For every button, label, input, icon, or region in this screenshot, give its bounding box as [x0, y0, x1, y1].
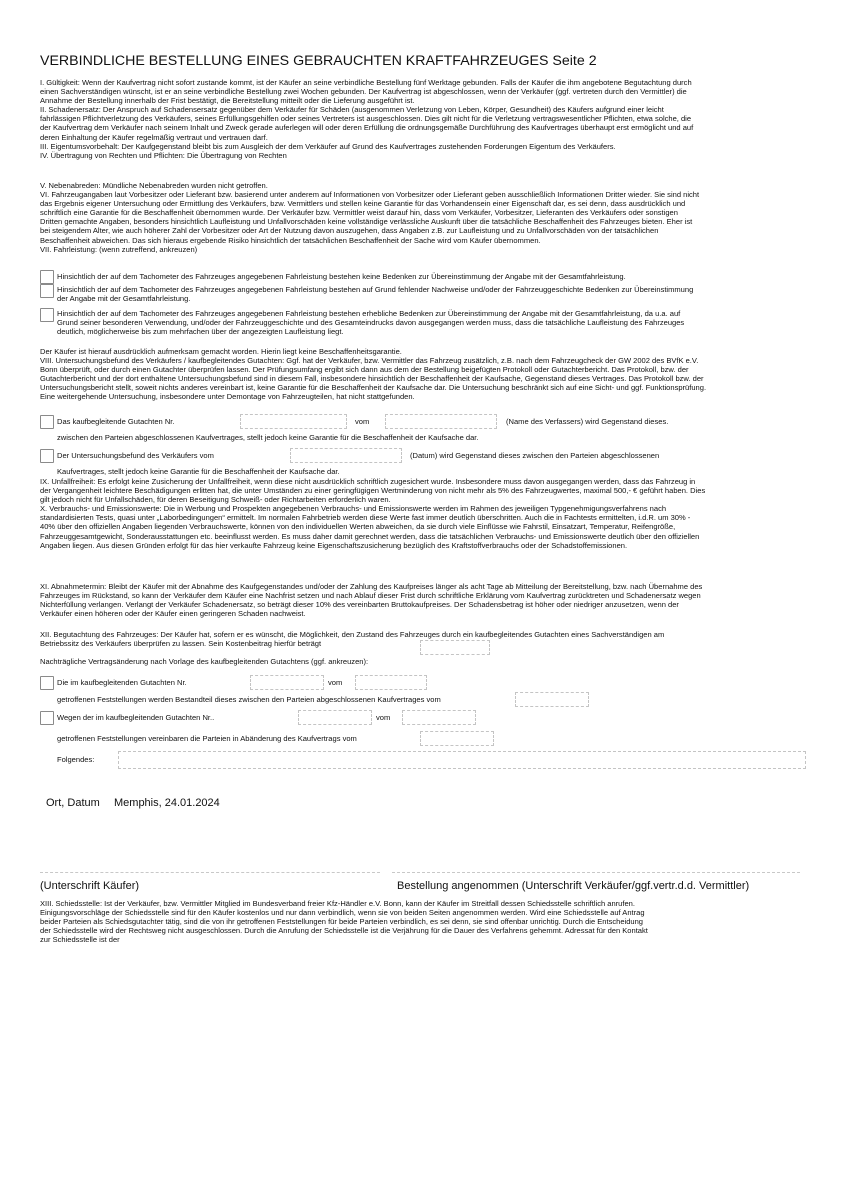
section-arbitration: [40, 899, 648, 944]
text-line: VI. Fahrzeugangaben laut Vorbesitzer oder Lieferant bzw. basierend unter anderem auf Informationen von Vorbesitzer oder Lieferant geben ausschließlich Informationen Dritter wieder. Sie sind nicht: [40, 190, 700, 200]
seller-inspection-date-input[interactable]: [290, 448, 402, 463]
text-line: Dritten gemachte Angaben, besonders hinsichtlich Laufleistung und Unfallvorschäden keine vollständige verlässliche Auskunft über die tatsächliche Beschaffenheit des Fahrzeuges bieten. Eher ist: [40, 217, 693, 227]
text-line: das Ergebnis eigener Untersuchung oder Ermittlung des Verkäufers, bzw. Vermittlers und stellen keine Garantie für das Vorhandensein einer Eigenschaft dar, es sei denn, dass ausdrücklich und: [40, 199, 686, 209]
text-line: fahrlässigen Pflichtverletzung des Verkäufers, seines Erfüllungsgehilfen oder seines Vertreters ist ausgeschlossen. Dies gilt nicht für die Verletzung vertragswesentlicher Pflichten, etwa solche, die: [40, 114, 692, 124]
section-general-terms: [40, 78, 693, 160]
mileage-option-1-checkbox[interactable]: [40, 270, 54, 284]
text-line: X. Verbrauchs- und Emissionswerte: Die in Werbung und Prospekten angegebenen Verbrauchs- und Emissionswerte werden im Rahmen des jeweiligen Typgenehmigungsverfahrens nach: [40, 504, 667, 514]
text-line: VII. Fahrleistung: (wenn zutreffend, ankreuzen): [40, 244, 198, 254]
text-line: Hinsichtlich der auf dem Tachometer des Fahrzeuges angegebenen Fahrleistung bestehen auf Grund fehlender Nachweise und/oder der Fahrzeuggeschichte Bedenken zur Übereinstimmung: [57, 285, 694, 294]
text-line: Beschaffenheit abweichen. Das sich hieraus ergebende Risiko hinsichtlich der tatsächlichen Beschaffenheit der Sache wird vom Käufer übernommen.: [40, 235, 541, 245]
text-line: Hinsichtlich der auf dem Tachometer des Fahrzeuges angegebenen Fahrleistung bestehen keine Bedenken zur Übereinstimmung der Angabe mit der Gesamtfahrleistung.: [57, 272, 626, 281]
text-line: 40% über den offiziellen Angaben liegenden Verbrauchswerte, können von den individuellen Werten abweichen, da sie durch viele Einflüsse wie Fahrstil, Einsatzart, Temperatur, Reifengröße,: [40, 522, 676, 532]
place-date-value[interactable]: Memphis, 24.01.2024: [114, 797, 220, 809]
place-date-label: Ort, Datum: [46, 797, 100, 809]
text-line: bei steigendem Alter, wie auch höherer Zahl der Vorbesitzer oder Art der Nutzung davon auszugehen, dass Angaben z.B. zur Laufleistung und zu Unfallvorschäden von der tatsächlichen: [40, 226, 659, 236]
text-line: Hinsichtlich der auf dem Tachometer des Fahrzeuges angegebenen Fahrleistung bestehen erhebliche Bedenken zur Übereinstimmung der Angabe mit der Gesamtfahrleistung, da u.a. auf: [57, 309, 681, 318]
amend-option-2-label: Wegen der im kaufbegleitenden Gutachten Nr..: [57, 713, 215, 722]
report-number-input[interactable]: [240, 414, 347, 429]
amend-2-vom-label: vom: [376, 713, 391, 722]
text-line: der Vergangenheit leichtere Beschädigungen erlitten hat, die unter Umständen zu einer geringfügigen Wertminderung von nicht mehr als 5% des Fahrzeugwertes, maximal 500,- € geführt haben. Dies: [40, 486, 706, 496]
text-line: Einigungsvorschläge der Schiedsstelle sind für den Käufer kostenlos und nur dann verbindlich, wenn sie von beiden Seiten angenommen werden. Wird eine Schiedsstelle auf Antrag: [40, 908, 645, 918]
cost-contribution-input[interactable]: [420, 640, 490, 655]
page-title: VERBINDLICHE BESTELLUNG EINES GEBRAUCHTEN KRAFTFAHRZEUGES Seite 2: [40, 53, 597, 69]
text-line: III. Eigentumsvorbehalt: Der Kaufgegenstand bleibt bis zum Ausgleich der dem Verkäufer auf Grund des Kaufvertrages zustehenden Forderungen Eigentum des Verkäufers.: [40, 141, 616, 151]
mileage-option-2-checkbox[interactable]: [40, 284, 54, 298]
text-line: der Schiedsstelle wird der Rechtsweg nicht ausgeschlossen. Durch die Anrufung der Schiedsstelle ist die Verjährung für die Dauer des Verfahrens gehemmt. Adressat für den Kontakt: [40, 926, 648, 936]
text-line: Angaben liegen. Aus diesen Gründen erfolgt für das hier verkaufte Fahrzeug keine Eigenschaftszusicherung bezüglich des Kraftstoffverbrauchs oder der Schadstoffemissionen.: [40, 540, 628, 550]
seller-signature-label: Bestellung angenommen (Unterschrift Verkäufer/ggf.vertr.d.d. Vermittler): [397, 880, 750, 892]
text-line: Fahrzeuges im Rückstand, so kann der Verkäufer dem Käufer eine Nachfrist setzen und nach Ablauf dieser Frist durch schriftliche Erklärung vom Kaufvertrag zurücktreten und Schadenersatz wegen: [40, 591, 701, 601]
section-acceptance-date: [40, 582, 702, 618]
folgendes-input[interactable]: [118, 751, 806, 769]
text-line: Annahme der Bestellung innerhalb der Frist bestätigt, die Bereitstellung mitteilt oder die Lieferung ausgeführt ist.: [40, 96, 415, 106]
text-line: I. Gültigkeit: Wenn der Kaufvertrag nicht sofort zustande kommt, ist der Käufer an seine verbindliche Bestellung fünf Werktage gebunden. Falls der Käufer die ihm angebotene Begutachtung durch: [40, 78, 692, 87]
amend-1-contract-date-input[interactable]: [515, 692, 589, 707]
section-inspection: [40, 347, 706, 402]
text-line: V. Nebenabreden: Mündliche Nebenabreden wurden nicht getroffen.: [40, 181, 268, 190]
amendment-heading: Nachträgliche Vertragsänderung nach Vorlage des kaufbegleitenden Gutachtens (ggf. ankreuzen):: [40, 657, 369, 666]
text-line: deren Einhaltung der Käufer regelmäßig vertraut und vertrauen darf.: [40, 132, 268, 142]
text-line: der Angabe mit der Gesamtfahrleistung.: [57, 294, 191, 304]
buyer-signature-label: (Unterschrift Käufer): [40, 880, 140, 892]
text-line: Nichterfüllung verlangen. Verlangt der Verkäufer Schadenersatz, so beträgt dieser 10% des vereinbarten Bruttokaufpreises. Der Schadensbetrag ist höher oder niedriger anzusetzen, wenn der: [40, 600, 679, 610]
text-line: Eine weitergehende Untersuchung, insbesondere unter Demontage von Fahrzeugteilen, hat nicht stattgefunden.: [40, 392, 415, 402]
amend-option-2-line2: getroffenen Feststellungen vereinbaren die Parteien in Abänderung des Kaufvertrags vom: [57, 734, 357, 743]
amend-1-vom-label: vom: [328, 678, 343, 687]
text-line: XIII. Schiedsstelle: Ist der Verkäufer, bzw. Vermittler Mitglied im Bundesverband freier Kfz-Händler e.V. Bonn, kann der Käufer im Streitfall dessen Schiedsstelle schriftlich anrufen.: [40, 899, 635, 908]
text-line: Verkäufer einen höheren oder der Käufer einen geringeren Schaden nachweist.: [40, 609, 306, 619]
text-line: Bonn überprüft, oder durch einen Gutachter überprüfen lassen. Der Prüfungsumfang ergibt sich dann aus dem der Bestellung beigefügten Protokoll oder Gutachterbericht. Das Protokoll, bzw. der: [40, 365, 689, 375]
report-author-input[interactable]: [385, 414, 497, 429]
amend-option-1-checkbox[interactable]: [40, 676, 54, 690]
amend-option-1-label: Die im kaufbegleitenden Gutachten Nr.: [57, 678, 187, 687]
text-line: einen Sachverständigen wünscht, ist er an seine verbindliche Bestellung zwei Wochen gebunden. Der Kaufvertrag ist abgeschlossen, wenn der Verkäufer (ggf. vertreten durch den Vermittler) die: [40, 87, 687, 97]
report-option-checkbox[interactable]: [40, 415, 54, 429]
text-line: VIII. Untersuchungsbefund des Verkäufers / kaufbegleitendes Gutachten: Ggf. hat der Verkäufer, bzw. Vermittler das Fahrzeug zusätzlich, z.B. nach dem Fahrzeugcheck der GW 2002 des BVfK e.V.: [40, 356, 699, 366]
text-line: XII. Begutachtung des Fahrzeuges: Der Käufer hat, sofern er es wünscht, die Möglichkeit, den Zustand des Fahrzeuges durch ein kaufbegleitendes Gutachten eines Sachverständigen am: [40, 630, 665, 639]
text-line: XI. Abnahmetermin: Bleibt der Käufer mit der Abnahme des Kaufgegenstandes und/oder der Zahlung des Kaufpreises länger als acht Tage ab Mitteilung der Bereitstellung, bzw. nach Übernahme des: [40, 582, 703, 591]
text-line: Fahrzeuggesamtgewicht, Sonderausstattungen etc. beeinflusst werden. Es muss daher damit gerechnet werden, dass die tatsächlichen Verbrauchs- und Emissionswerte deutlich über den offiziellen: [40, 531, 700, 541]
buyer-signature-line[interactable]: [40, 872, 380, 873]
section-accident-emissions: [40, 477, 705, 550]
mileage-option-3-text: [57, 309, 684, 336]
seller-inspection-label: Der Untersuchungsbefund des Verkäufers vom: [57, 451, 214, 460]
text-line: Grund seiner besonderen Verwendung, und/oder der Fahrzeuggeschichte und des Gesamteindrucks davon ausgegangen werden muss, dass die tatsächliche Laufleistung des Fahrzeuges: [57, 318, 685, 328]
report-option-label: Das kaufbegleitende Gutachten Nr.: [57, 417, 175, 426]
seller-inspection-suffix: (Datum) wird Gegenstand dieses zwischen den Parteien abgeschlossenen: [410, 451, 660, 460]
amend-2-contract-date-input[interactable]: [420, 731, 494, 746]
amend-option-1-line2: getroffenen Feststellungen werden Bestandteil dieses zwischen den Parteien abgeschlossenen Kaufvertrages vom: [57, 695, 441, 704]
text-line: IX. Unfallfreiheit: Es erfolgt keine Zusicherung der Unfallfreiheit, wenn diese nicht ausdrücklich schriftlich zugesichert wurde. Insbesondere muss davon ausgegangen werden, dass das Fahrzeug in: [40, 477, 696, 486]
mileage-option-2-text: [57, 285, 693, 303]
amend-2-report-number-input[interactable]: [298, 710, 372, 725]
seller-inspection-line2: Kaufvertrages, stellt jedoch keine Garantie für die Beschaffenheit der Kaufsache dar.: [57, 467, 340, 476]
amend-1-report-date-input[interactable]: [355, 675, 427, 690]
text-line: Betriebssitz des Verkäufers überprüfen zu lassen. Sein Kostenbeitrag hierfür beträgt: [40, 639, 322, 649]
text-line: deutlich, möglicherweise bis zum mehrfachen über der angezeigten Laufleistung liegt.: [57, 327, 344, 337]
section-appraisal: [40, 630, 664, 648]
report-vom-label: vom: [355, 417, 370, 426]
text-line: IV. Übertragung von Rechten und Pflichten: Die Übertragung von Rechten: [40, 150, 287, 160]
text-line: Untersuchungsbericht stellt, soweit nichts anderes vereinbart ist, keine Garantie für die Beschaffenheit der Kaufsache dar. Die Untersuchung beschränkt sich auf eine Sicht- und ggf. Funktionsprüfung.: [40, 383, 707, 393]
text-line: standardisierten Tests, quasi unter „Laborbedingungen“ ermittelt. Im normalen Fahrbetrieb werden diese Werte fast immer deutlich überschritten. Auch die in Fachtests ermittelten, i.d.R. um 30% -: [40, 513, 691, 523]
text-line: gilt jedoch nicht für Unfallschäden, für deren Beseitigung Schweiß- oder Richtarbeiten erforderlich waren.: [40, 495, 391, 505]
seller-inspection-checkbox[interactable]: [40, 449, 54, 463]
report-option-line2: zwischen den Parteien abgeschlossenen Kaufvertrages, stellt jedoch keine Garantie für die Beschaffenheit der Kaufsache dar.: [57, 433, 479, 442]
text-line: Gutachterbericht und der dort enthaltene Untersuchungsbefund sind in diesem Fall, insbesondere hinsichtlich der Beschaffenheit der Kaufsache, Gegenstand dieses Vertrages. Das Protokoll bzw. der: [40, 374, 704, 384]
text-line: II. Schadenersatz: Der Anspruch auf Schadensersatz gegenüber dem Verkäufer für Schäden (ausgenommen Verletzung von Leben, Körper, Gesundheit) des Käufers aufgrund einer leicht: [40, 105, 664, 115]
text-line: beider Parteien als Schiedsgutachter tätig, sind die von ihr getroffenen Feststellungen für beide Parteien verbindlich, es sei denn, sie sind offenbar unrichtig. Durch die Entscheidung: [40, 917, 644, 927]
amend-option-2-checkbox[interactable]: [40, 711, 54, 725]
folgendes-label: Folgendes:: [57, 755, 95, 764]
mileage-option-3-checkbox[interactable]: [40, 308, 54, 322]
section-vehicle-info: [40, 181, 699, 254]
text-line: schriftlich eine Garantie für die Beschaffenheit übernommen wurde. Der Verkäufer bzw. Vermittler weist darauf hin, dass vom Verkäufer, Vorbesitzer, Lieferanten des Verkäufers oder sonstigen: [40, 208, 678, 218]
seller-signature-line[interactable]: [392, 872, 800, 873]
text-line: der Kaufvertrag dem Verkäufer nach seinem Inhalt und Zweck gerade auferlegen will oder deren Erfüllung die ordnungsgemäße Durchführung des Kaufvertrages überhaupt erst ermöglicht und auf: [40, 123, 694, 133]
amend-2-report-date-input[interactable]: [402, 710, 476, 725]
text-line: Der Käufer ist hierauf ausdrücklich aufmerksam gemacht worden. Hierin liegt keine Beschaffenheitsgarantie.: [40, 347, 402, 356]
report-option-suffix: (Name des Verfassers) wird Gegenstand dieses.: [506, 417, 669, 426]
text-line: zur Schiedsstelle ist der: [40, 935, 120, 945]
mileage-option-1-text: [57, 272, 626, 281]
amend-1-report-number-input[interactable]: [250, 675, 324, 690]
